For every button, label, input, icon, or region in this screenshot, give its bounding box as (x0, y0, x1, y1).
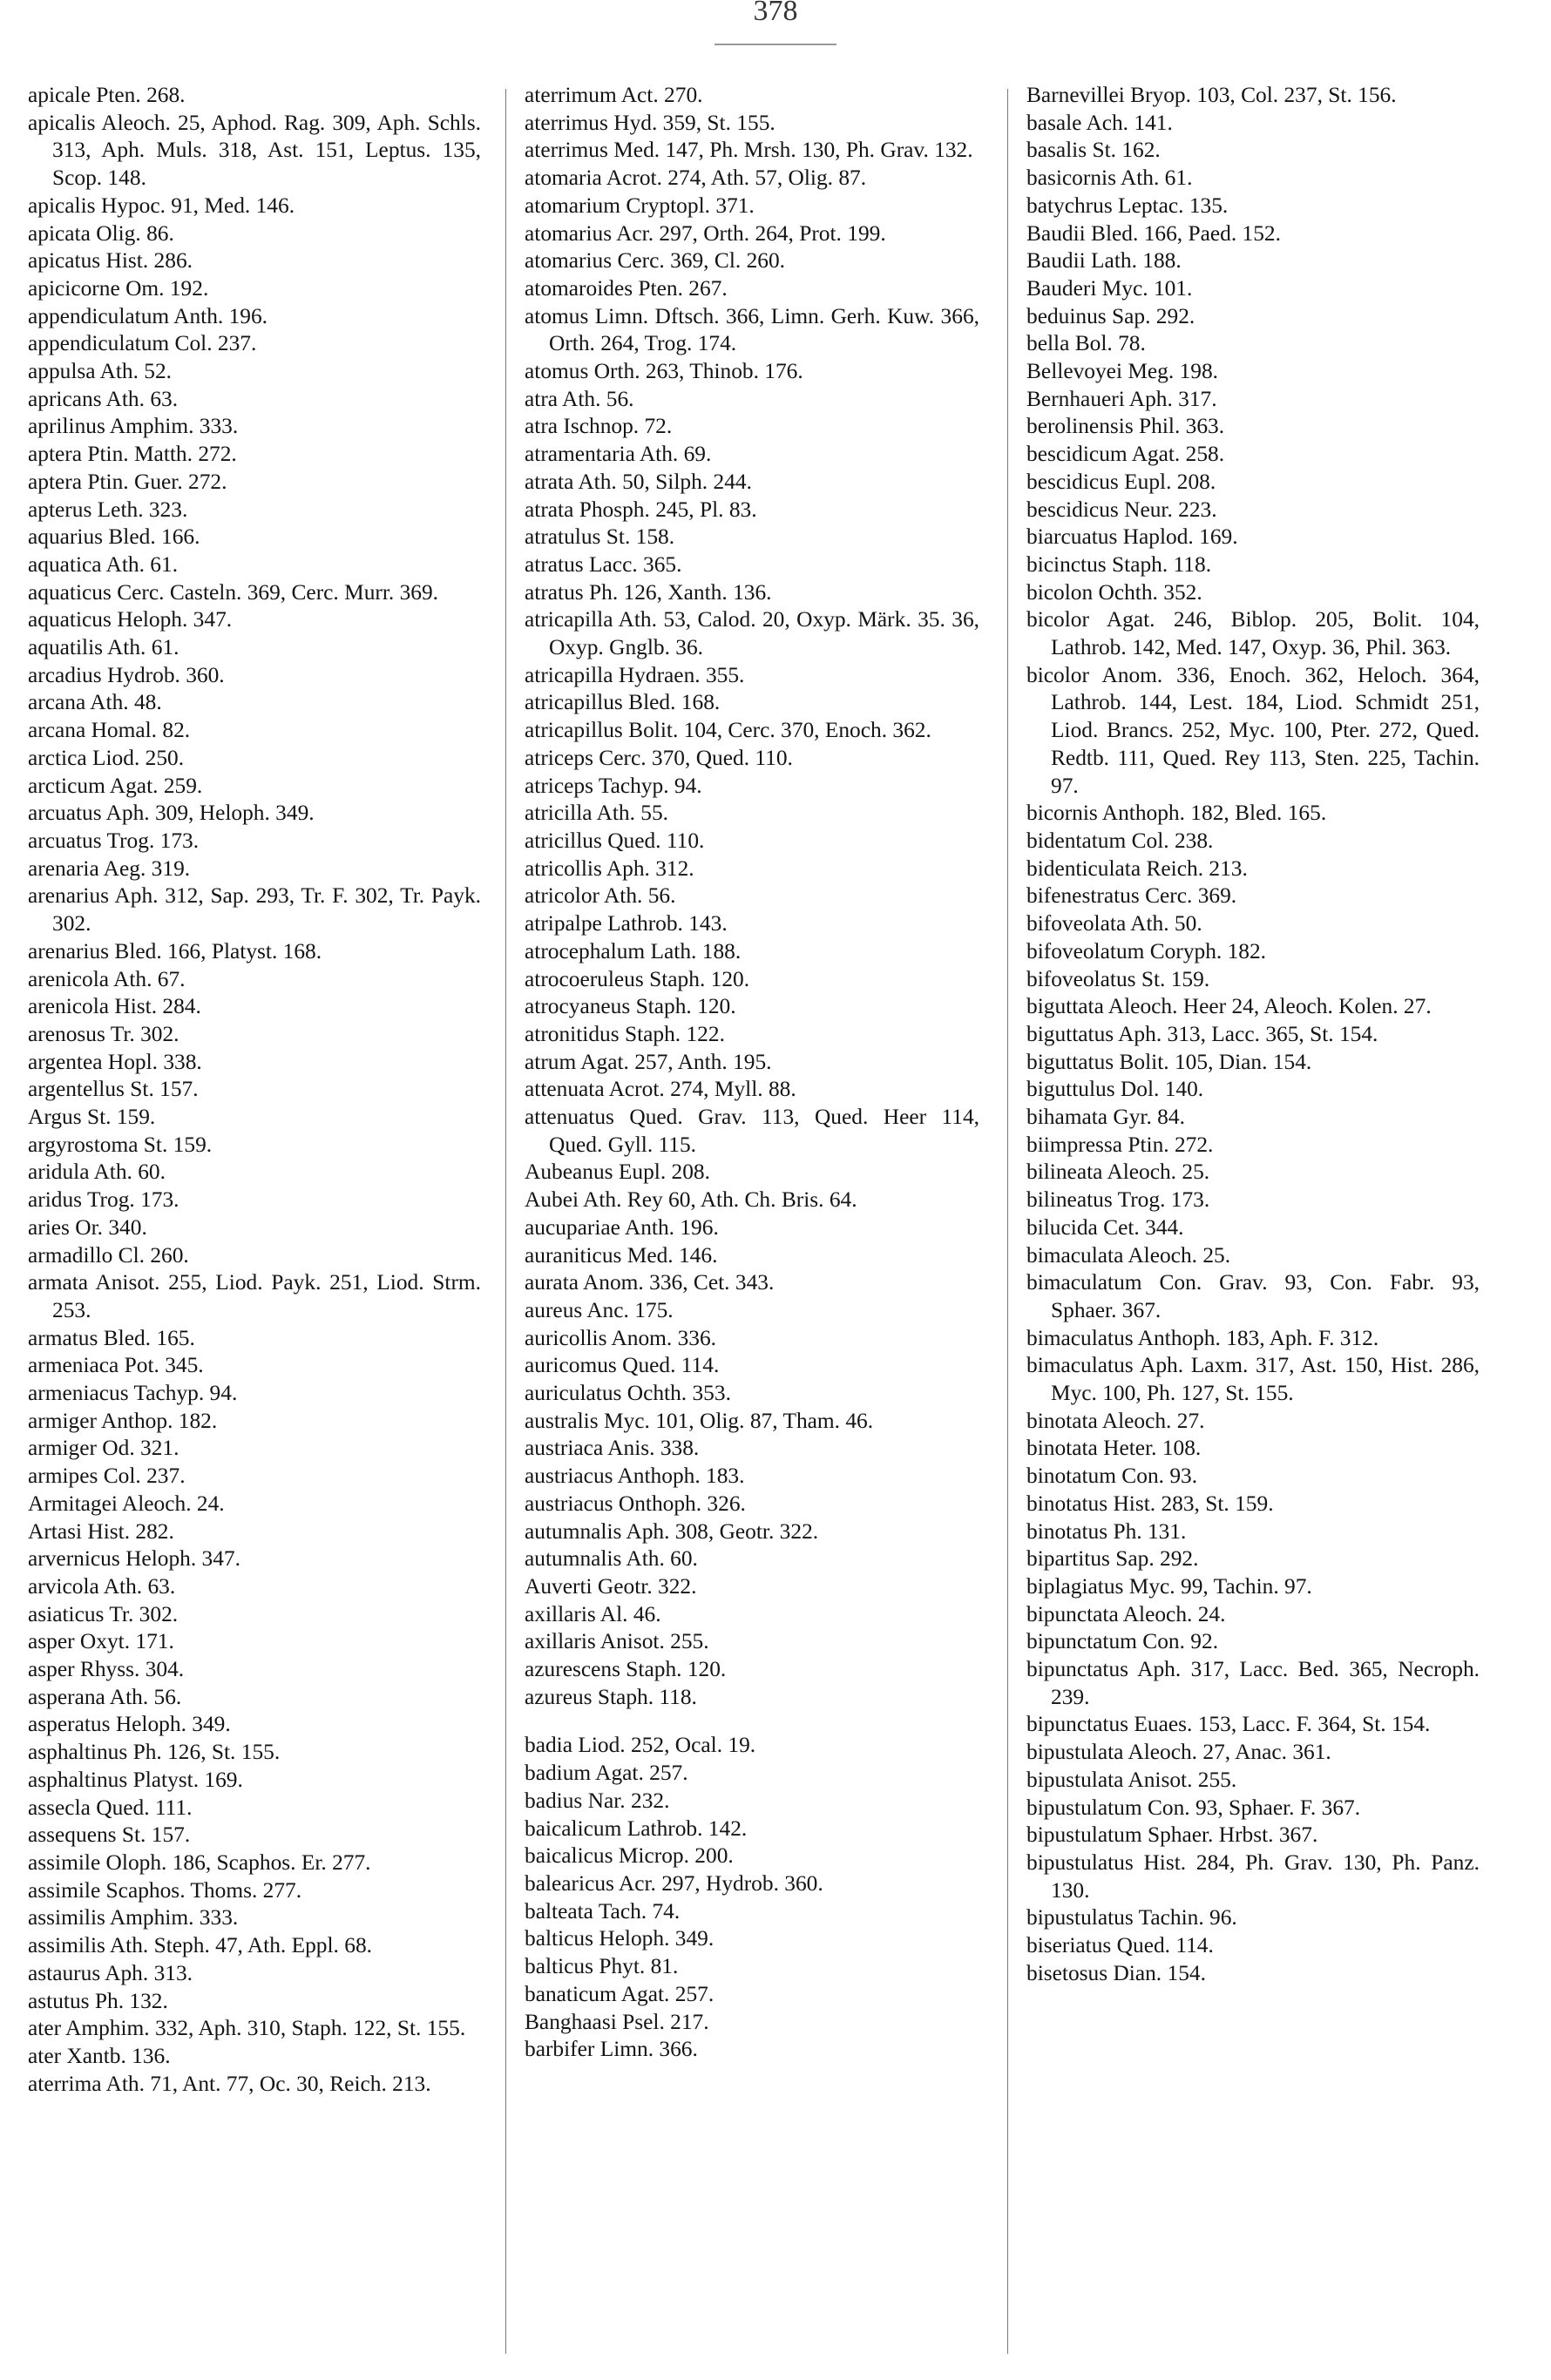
index-entry: apicale Pten. 268. (28, 83, 186, 107)
index-entry: asperatus Heloph. 349. (28, 1712, 231, 1737)
index-entry: appendiculatum Col. 237. (28, 331, 257, 356)
index-entry: aquaticus Heloph. 347. (28, 607, 233, 632)
index-entry: aterrimus Hyd. 359, St. 155. (525, 110, 776, 135)
index-entry: aterrima Ath. 71, Ant. 77, Oc. 30, Reich. 213. (28, 2071, 431, 2096)
index-entry: austriacus Onthoph. 326. (525, 1491, 746, 1516)
index-entry: Baudii Lath. 188. (1026, 248, 1182, 274)
index-entry: atra Ischnop. 72. (525, 414, 673, 439)
index-entry: Bellevoyei Meg. 198. (1026, 359, 1219, 384)
index-entry: atomaria Acrot. 274, Ath. 57, Olig. 87. (525, 166, 867, 191)
index-entry: bifenestratus Cerc. 369. (1026, 883, 1237, 909)
index-entry: armadillo Cl. 260. (28, 1242, 189, 1268)
index-entry: atrocoeruleus Staph. 120. (525, 966, 750, 991)
index-entry: bella Bol. 78. (1026, 331, 1146, 356)
index-entry: azurescens Staph. 120. (525, 1657, 727, 1682)
index-entry: atronitidus Staph. 122. (525, 1021, 725, 1046)
index-entry: bimaculata Aleoch. 25. (1026, 1242, 1231, 1268)
index-entry: atratus Lacc. 365. (525, 551, 682, 577)
index-entry: aterrimum Act. 270. (525, 83, 703, 107)
index-entry: axillaris Anisot. 255. (525, 1629, 709, 1654)
index-entry: armata Anisot. 255, Liod. Payk. 251, Liod. Strm. 253. (28, 1270, 481, 1322)
index-entry: azureus Staph. 118. (525, 1684, 697, 1709)
index-entry: balticus Heloph. 349. (525, 1926, 715, 1951)
index-entry: atra Ath. 56. (525, 386, 634, 411)
index-entry: austriaca Anis. 338. (525, 1436, 700, 1461)
index-entry: argyrostoma St. 159. (28, 1132, 213, 1157)
index-entry: atricapillus Bolit. 104, Cerc. 370, Enoch. 362. (525, 718, 931, 743)
index-entry: arcana Homal. 82. (28, 718, 191, 743)
index-entry: assimilis Ath. Steph. 47, Ath. Eppl. 68. (28, 1933, 372, 1958)
index-entry: armatus Bled. 165. (28, 1325, 195, 1350)
index-entry: aureus Anc. 175. (525, 1297, 674, 1322)
index-entry: barbifer Limn. 366. (525, 2037, 698, 2062)
index-entry: asper Oxyt. 171. (28, 1629, 174, 1654)
index-entry: atrum Agat. 257, Anth. 195. (525, 1049, 772, 1074)
index-entry: atricapilla Hydraen. 355. (525, 662, 745, 687)
index-entry: aptera Ptin. Matth. 272. (28, 442, 237, 467)
index-entry: bihamata Gyr. 84. (1026, 1105, 1185, 1130)
column-divider (1007, 89, 1008, 2354)
index-entry: aquatilis Ath. 61. (28, 635, 179, 660)
index-entry: Bernhaueri Aph. 317. (1026, 386, 1217, 411)
index-entry: bifoveolata Ath. 50. (1026, 911, 1202, 936)
index-entry: basale Ach. 141. (1026, 110, 1173, 135)
index-entry: atricillus Qued. 110. (525, 828, 705, 853)
index-entry: Argus St. 159. (28, 1105, 156, 1130)
index-entry: aterrimus Med. 147, Ph. Mrsh. 130, Ph. Grav. 132. (525, 138, 973, 163)
index-entry: bifoveolatus St. 159. (1026, 966, 1210, 991)
index-entry: armiger Od. 321. (28, 1436, 179, 1461)
index-entry: bicolor Anom. 336, Enoch. 362, Heloch. 364, Lathrob. 144, Lest. 184, Liod. Schmidt 251, Liod. Brancs. 252, Myc. 100, Pter. 272, Qued. Redtb. 111, Qued. Rey 113, Sten. 225, Tachin. 97. (1026, 662, 1480, 798)
index-entry: biimpressa Ptin. 272. (1026, 1132, 1214, 1157)
index-entry: armiger Anthop. 182. (28, 1408, 218, 1433)
index-entry: atratulus St. 158. (525, 524, 675, 550)
index-entry: arenarius Aph. 312, Sap. 293, Tr. F. 302, Tr. Payk. 302. (28, 883, 481, 936)
index-entry: argentellus St. 157. (28, 1077, 199, 1102)
index-entry: bilineata Aleoch. 25. (1026, 1160, 1210, 1185)
page-number: 378 (753, 0, 798, 27)
index-entry: berolinensis Phil. 363. (1026, 414, 1225, 439)
index-entry: aprilinus Amphim. 333. (28, 414, 239, 439)
index-entry: autumnalis Ath. 60. (525, 1546, 698, 1572)
index-entry: bescidicus Neur. 223. (1026, 497, 1217, 522)
index-entry: Bauderi Myc. 101. (1026, 275, 1193, 301)
index-entry: apricans Ath. 63. (28, 386, 179, 411)
index-entry: australis Myc. 101, Olig. 87, Tham. 46. (525, 1408, 874, 1433)
index-entry: balteata Tach. 74. (525, 1898, 681, 1924)
index-entry: batychrus Leptac. 135. (1026, 193, 1229, 218)
index-entry: autumnalis Aph. 308, Geotr. 322. (525, 1518, 819, 1544)
index-entry: arcuatus Trog. 173. (28, 828, 200, 853)
index-entry: arcticum Agat. 259. (28, 773, 203, 798)
index-entry: atomaroides Pten. 267. (525, 275, 728, 301)
index-entry: atrocephalum Lath. 188. (525, 938, 742, 963)
index-entry: assecla Qued. 111. (28, 1795, 193, 1820)
index-entry: banaticum Agat. 257. (525, 1981, 715, 2006)
index-entry: apicalis Aleoch. 25, Aphod. Rag. 309, Aph. Schls. 313, Aph. Muls. 318, Ast. 151, Leptus. 135, Scop. 148. (28, 110, 481, 191)
index-entry: binotata Heter. 108. (1026, 1436, 1202, 1461)
index-entry: atriceps Tachyp. 94. (525, 773, 702, 798)
index-entry: atricollis Aph. 312. (525, 855, 694, 881)
index-entry: bipustulatum Con. 93, Sphaer. F. 367. (1026, 1795, 1361, 1820)
index-entry: atricolor Ath. 56. (525, 883, 676, 909)
index-entry: arenicola Hist. 284. (28, 994, 201, 1019)
index-entry: binotata Aleoch. 27. (1026, 1408, 1205, 1433)
index-entry: bipunctatum Con. 92. (1026, 1629, 1219, 1654)
index-entry: axillaris Al. 46. (525, 1601, 661, 1626)
index-entry: aridus Trog. 173. (28, 1187, 179, 1213)
top-rule (715, 44, 836, 45)
index-entry: arenarius Bled. 166, Platyst. 168. (28, 938, 322, 963)
index-entry: badium Agat. 257. (525, 1761, 688, 1786)
index-entry: arenicola Ath. 67. (28, 966, 186, 991)
index-entry: binotatus Ph. 131. (1026, 1518, 1187, 1544)
index-entry: binotatum Con. 93. (1026, 1464, 1198, 1489)
index-entry: aptera Ptin. Guer. 272. (28, 469, 227, 494)
index-entry: aries Or. 340. (28, 1214, 147, 1240)
index-entry: atripalpe Lathrob. 143. (525, 911, 728, 936)
index-column-2 (525, 82, 979, 2064)
index-entry: apicalis Hypoc. 91, Med. 146. (28, 193, 295, 218)
index-entry: aquarius Bled. 166. (28, 524, 200, 550)
index-entry: bipunctatus Aph. 317, Lacc. Bed. 365, Necroph. 239. (1026, 1657, 1480, 1709)
index-entry: atricilla Ath. 55. (525, 801, 669, 826)
index-entry: assimile Scaphos. Thoms. 277. (28, 1877, 302, 1903)
index-entry: armeniaca Pot. 345. (28, 1353, 204, 1378)
index-entry: atriceps Cerc. 370, Qued. 110. (525, 745, 793, 770)
index-entry: astutus Ph. 132. (28, 1988, 168, 2013)
index-entry: bescidicus Eupl. 208. (1026, 469, 1216, 494)
index-entry: basicornis Ath. 61. (1026, 166, 1193, 191)
index-entry: bipartitus Sap. 292. (1026, 1546, 1199, 1572)
index-entry: bipustulatus Tachin. 96. (1026, 1905, 1237, 1930)
index-entry: Aubeanus Eupl. 208. (525, 1160, 710, 1185)
index-entry: Aubei Ath. Rey 60, Ath. Ch. Bris. 64. (525, 1187, 857, 1213)
index-entry: assequens St. 157. (28, 1822, 191, 1848)
index-entry: atomus Orth. 263, Thinob. 176. (525, 359, 803, 384)
index-entry: attenuatus Qued. Grav. 113, Qued. Heer 114, Qued. Gyll. 115. (525, 1105, 979, 1157)
index-entry: biguttatus Bolit. 105, Dian. 154. (1026, 1049, 1312, 1074)
index-entry: atricapilla Ath. 53, Calod. 20, Oxyp. Märk. 35. 36, Oxyp. Gnglb. 36. (525, 607, 979, 660)
index-entry: bidentatum Col. 238. (1026, 828, 1214, 853)
index-entry: aucupariae Anth. 196. (525, 1214, 719, 1240)
index-entry: bilineatus Trog. 173. (1026, 1187, 1210, 1213)
index-entry: biarcuatus Haplod. 169. (1026, 524, 1238, 550)
index-entry: bidenticulata Reich. 213. (1026, 855, 1248, 881)
index-entry: bifoveolatum Coryph. 182. (1026, 938, 1267, 963)
index-entry: Barnevillei Bryop. 103, Col. 237, St. 156. (1026, 83, 1397, 107)
index-entry: Banghaasi Psel. 217. (525, 2009, 709, 2034)
index-entry: badia Liod. 252, Ocal. 19. (525, 1733, 756, 1758)
index-entry: balticus Phyt. 81. (525, 1954, 679, 1979)
index-entry: auricollis Anom. 336. (525, 1325, 717, 1350)
index-entry: auricomus Qued. 114. (525, 1353, 720, 1378)
index-entry: bicolon Ochth. 352. (1026, 579, 1202, 605)
index-entry: atomarium Cryptopl. 371. (525, 193, 755, 218)
index-entry: bescidicum Agat. 258. (1026, 442, 1225, 467)
index-entry: biguttulus Dol. 140. (1026, 1077, 1204, 1102)
index-entry: bipunctata Aleoch. 24. (1026, 1601, 1226, 1626)
index-entry: aridula Ath. 60. (28, 1160, 166, 1185)
index-entry: arenosus Tr. 302. (28, 1021, 179, 1046)
index-column-3 (1026, 82, 1480, 1988)
index-entry: aurata Anom. 336, Cet. 343. (525, 1270, 775, 1295)
index-entry: aquatica Ath. 61. (28, 551, 179, 577)
index-entry: biplagiatus Myc. 99, Tachin. 97. (1026, 1573, 1312, 1599)
index-entry: baicalicum Lathrob. 142. (525, 1815, 748, 1841)
index-entry: apicatus Hist. 286. (28, 248, 193, 274)
index-entry: appendiculatum Anth. 196. (28, 303, 268, 328)
index-entry: apicicorne Om. 192. (28, 275, 209, 301)
index-entry: arctica Liod. 250. (28, 745, 185, 770)
index-entry: atrocyaneus Staph. 120. (525, 994, 736, 1019)
index-entry: assimile Oloph. 186, Scaphos. Er. 277. (28, 1850, 371, 1875)
index-entry: bimaculatus Aph. Laxm. 317, Ast. 150, Hist. 286, Myc. 100, Ph. 127, St. 155. (1026, 1353, 1480, 1406)
index-entry: astaurus Aph. 313. (28, 1960, 193, 1985)
index-entry: arenaria Aeg. 319. (28, 855, 191, 881)
index-entry: bipustulata Aleoch. 27, Anac. 361. (1026, 1740, 1331, 1765)
index-entry: appulsa Ath. 52. (28, 359, 173, 384)
index-entry: bicornis Anthoph. 182, Bled. 165. (1026, 801, 1327, 826)
index-entry: atrata Ath. 50, Silph. 244. (525, 469, 752, 494)
index-entry: apicata Olig. 86. (28, 220, 174, 246)
index-entry: asperana Ath. 56. (28, 1684, 182, 1709)
index-entry: assimilis Amphim. 333. (28, 1905, 239, 1930)
index-entry: Auverti Geotr. 322. (525, 1573, 697, 1599)
index-entry: atomarius Cerc. 369, Cl. 260. (525, 248, 785, 274)
index-column-1 (28, 82, 481, 2098)
index-entry: balearicus Acr. 297, Hydrob. 360. (525, 1871, 823, 1896)
index-entry: arcadius Hydrob. 360. (28, 662, 225, 687)
index-entry: Armitagei Aleoch. 24. (28, 1491, 225, 1516)
index-entry: bimaculatus Anthoph. 183, Aph. F. 312. (1026, 1325, 1379, 1350)
index-entry: atomarius Acr. 297, Orth. 264, Prot. 199. (525, 220, 886, 246)
index-entry: biguttatus Aph. 313, Lacc. 365, St. 154. (1026, 1021, 1378, 1046)
index-entry: auraniticus Med. 146. (525, 1242, 718, 1268)
index-entry: bimaculatum Con. Grav. 93, Con. Fabr. 93, Sphaer. 367. (1026, 1270, 1480, 1322)
index-entry: bipunctatus Euaes. 153, Lacc. F. 364, St. 154. (1026, 1712, 1431, 1737)
index-entry: basalis St. 162. (1026, 138, 1161, 163)
index-entry: ater Amphim. 332, Aph. 310, Staph. 122, St. 155. (28, 2016, 466, 2041)
index-entry: beduinus Sap. 292. (1026, 303, 1195, 328)
column-divider (505, 89, 506, 2354)
index-entry: bipustulata Anisot. 255. (1026, 1767, 1237, 1792)
index-entry: aquaticus Cerc. Casteln. 369, Cerc. Murr. 369. (28, 579, 439, 605)
index-entry: argentea Hopl. 338. (28, 1049, 202, 1074)
index-entry: baicalicus Microp. 200. (525, 1843, 734, 1869)
index-entry: bipustulatus Hist. 284, Ph. Grav. 130, Ph. Panz. 130. (1026, 1850, 1480, 1903)
index-entry: biseriatus Qued. 114. (1026, 1933, 1214, 1958)
index-entry: arvicola Ath. 63. (28, 1573, 176, 1599)
index-entry: Artasi Hist. 282. (28, 1518, 174, 1544)
index-entry: attenuata Acrot. 274, Myll. 88. (525, 1077, 796, 1102)
index-entry: bicolor Agat. 246, Biblop. 205, Bolit. 104, Lathrob. 142, Med. 147, Oxyp. 36, Phil. 363. (1026, 607, 1480, 660)
index-entry: atricapillus Bled. 168. (525, 690, 721, 715)
index-entry: biguttata Aleoch. Heer 24, Aleoch. Kolen. 27. (1026, 994, 1432, 1019)
index-entry: binotatus Hist. 283, St. 159. (1026, 1491, 1274, 1516)
index-entry: atomus Limn. Dftsch. 366, Limn. Gerh. Kuw. 366, Orth. 264, Trog. 174. (525, 303, 979, 356)
index-entry: Baudii Bled. 166, Paed. 152. (1026, 220, 1281, 246)
index-entry: ater Xantb. 136. (28, 2043, 171, 2068)
index-entry: asiaticus Tr. 302. (28, 1601, 179, 1626)
index-entry: apterus Leth. 323. (28, 497, 188, 522)
index-entry: armeniacus Tachyp. 94. (28, 1381, 238, 1406)
index-entry: asphaltinus Ph. 126, St. 155. (28, 1740, 281, 1765)
index-entry: bipustulatum Sphaer. Hrbst. 367. (1026, 1822, 1318, 1848)
index-entry: arcuatus Aph. 309, Heloph. 349. (28, 801, 315, 826)
index-entry: asper Rhyss. 304. (28, 1657, 185, 1682)
index-entry: arvernicus Heloph. 347. (28, 1546, 240, 1572)
index-entry: atratus Ph. 126, Xanth. 136. (525, 579, 772, 605)
index-entry: atramentaria Ath. 69. (525, 442, 712, 467)
index-entry: armipes Col. 237. (28, 1464, 186, 1489)
index-entry: atrata Phosph. 245, Pl. 83. (525, 497, 757, 522)
index-entry: asphaltinus Platyst. 169. (28, 1767, 243, 1792)
index-entry: bilucida Cet. 344. (1026, 1214, 1184, 1240)
index-entry: auriculatus Ochth. 353. (525, 1381, 731, 1406)
index-entry: badius Nar. 232. (525, 1788, 670, 1813)
index-entry: bisetosus Dian. 154. (1026, 1960, 1206, 1985)
index-entry: arcana Ath. 48. (28, 690, 162, 715)
index-entry: austriacus Anthoph. 183. (525, 1464, 745, 1489)
index-entry: bicinctus Staph. 118. (1026, 551, 1212, 577)
